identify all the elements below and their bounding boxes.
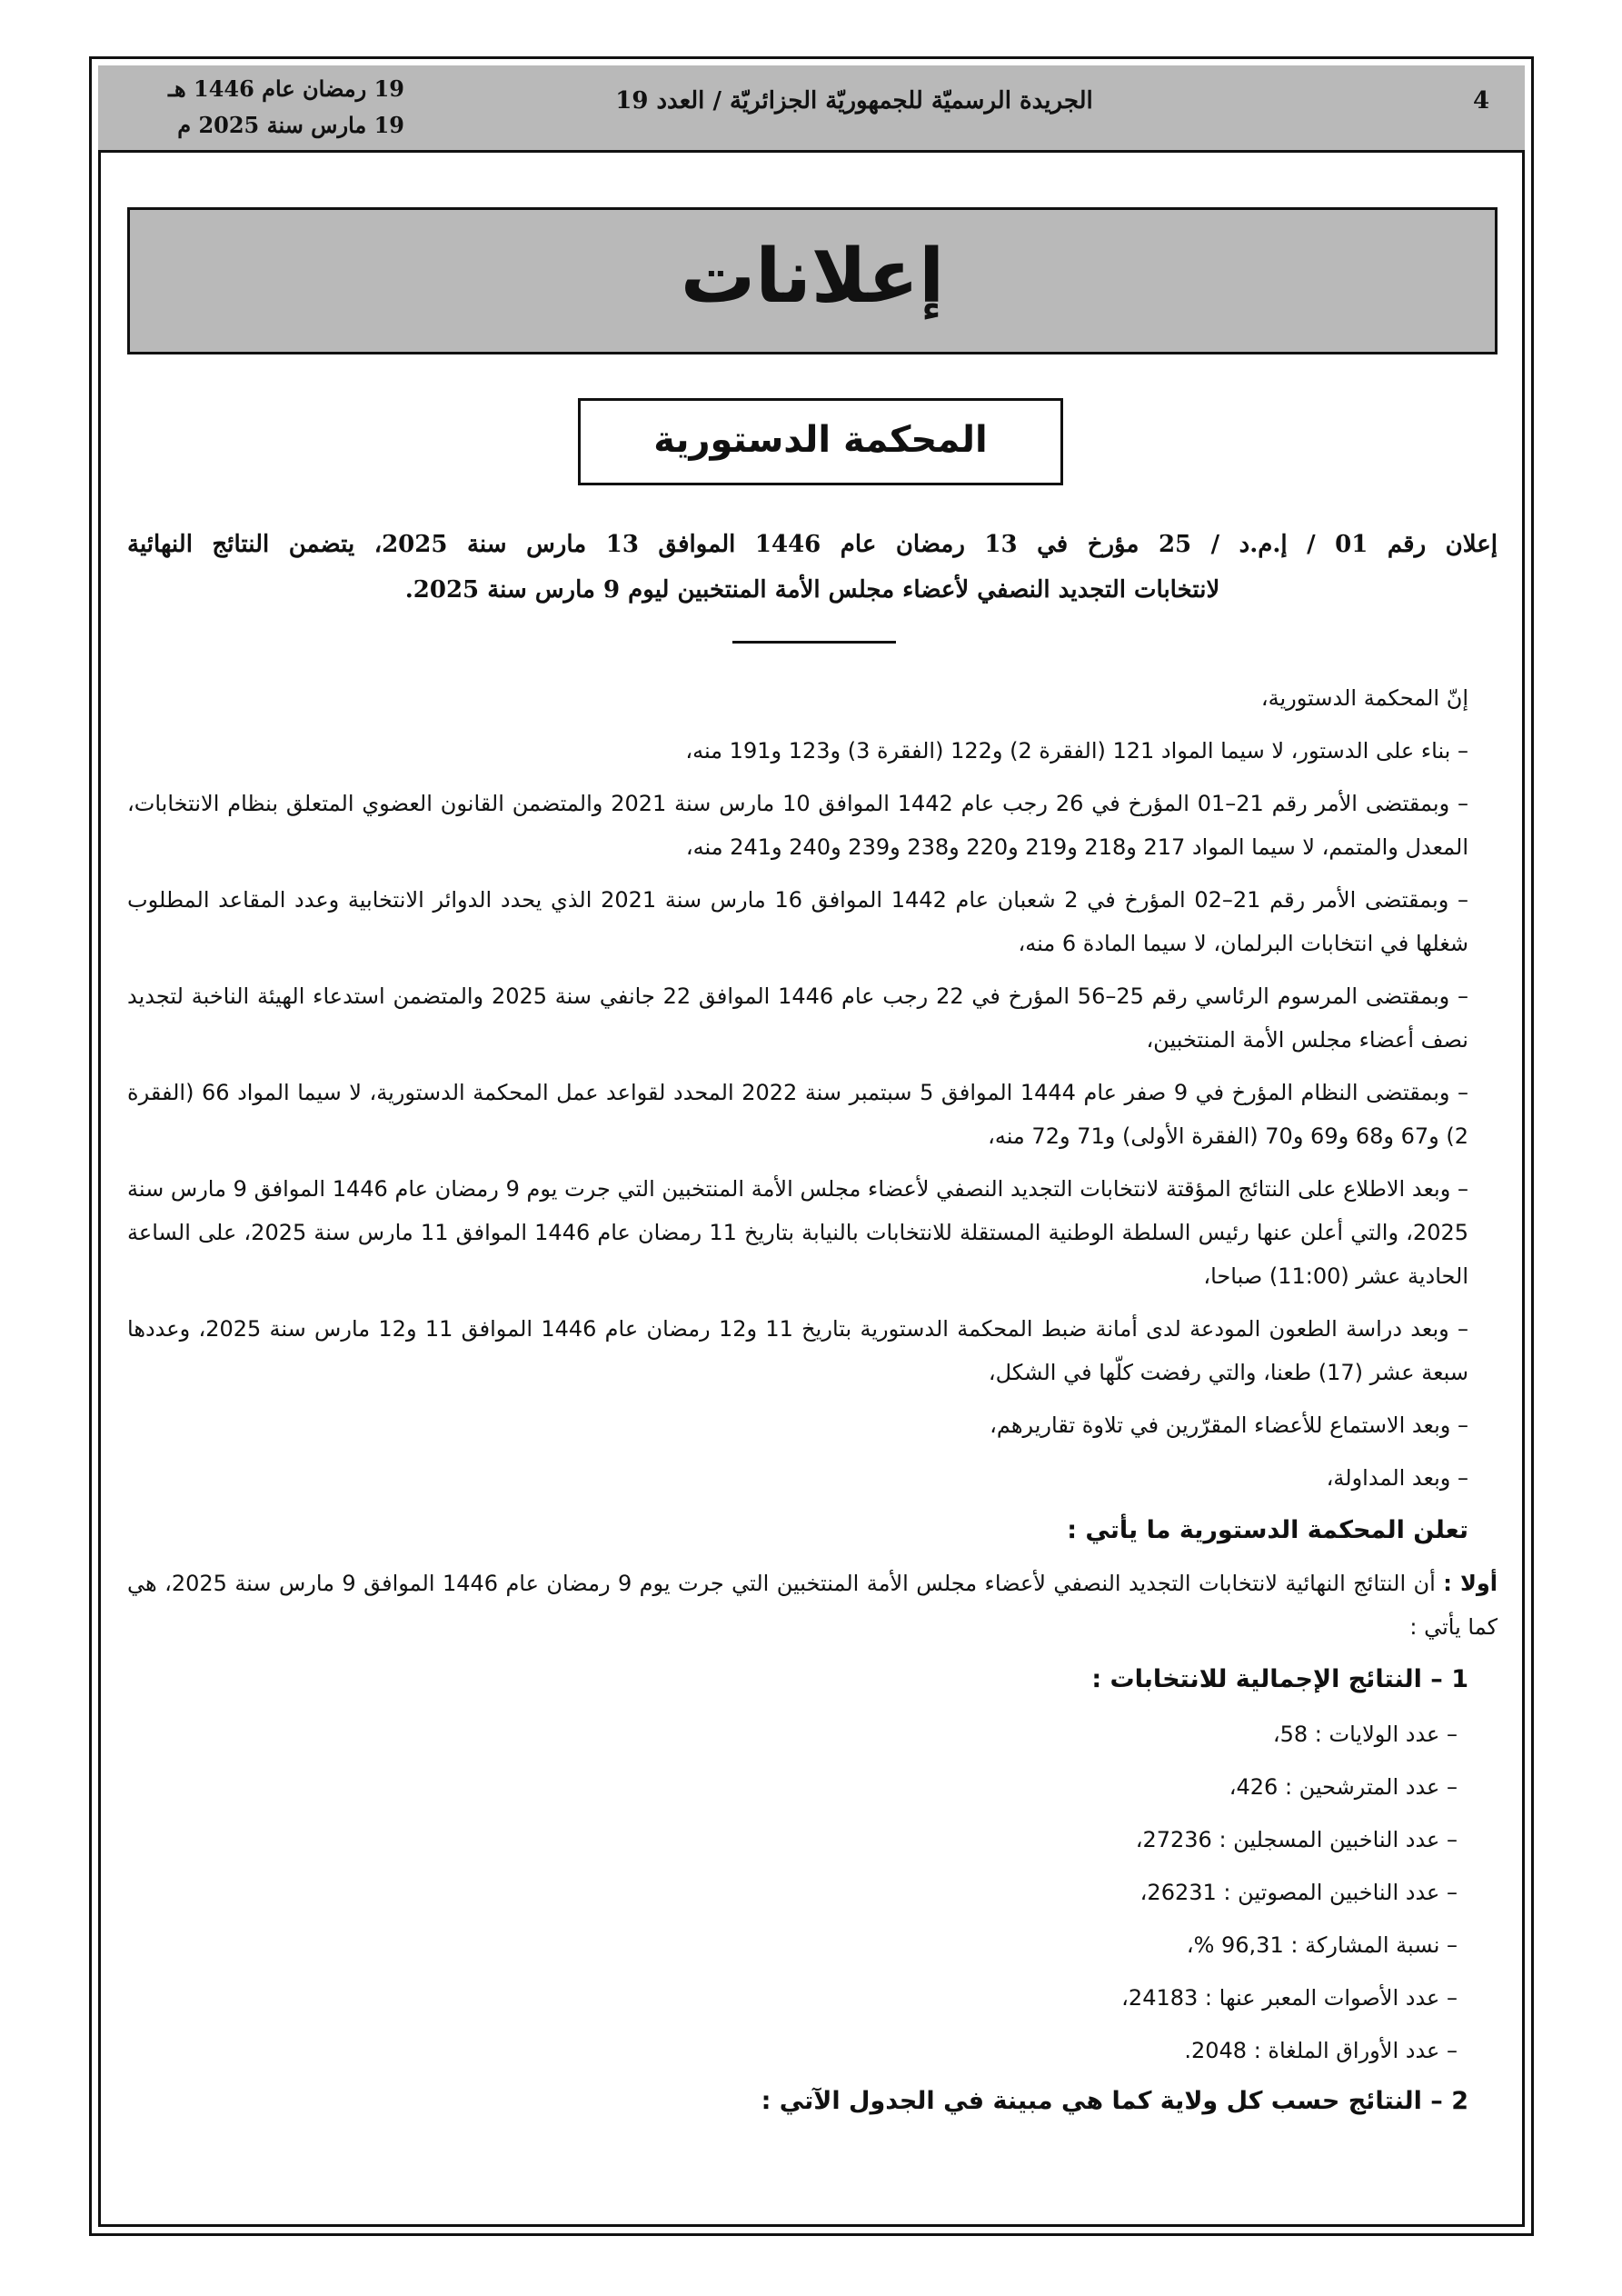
body-paragraph: – وبمقتضى الأمر رقم 21–01 المؤرخ في 26 رجب عام 1442 الموافق 10 مارس سنة 2021 والمتضمن القانون العضوي المتعلق بنظام الانتخابات، المعدل والمتمم، لا سيما المواد 217 و218 و219 و220 و238 و239 و240 و241 منه، (127, 791, 1469, 860)
result-item: – عدد الولايات : 58، (1272, 1722, 1458, 1747)
body-paragraph: – وبعد دراسة الطعون المودعة لدى أمانة ضبط المحكمة الدستورية بتاريخ 11 و12 رمضان عام 1446 الموافق 11 و12 مارس سنة 2025، وعددها سبعة عشر (17) طعنا، والتي رفضت كلّها في الشكل، (127, 1316, 1469, 1385)
body-paragraph: – وبعد الاطلاع على النتائج المؤقتة لانتخابات التجديد النصفي لأعضاء مجلس الأمة المنتخبين التي جرت يوم 9 رمضان عام 1446 الموافق 9 مارس سنة 2025، والتي أعلن عنها رئيس السلطة الوطنية المستقلة للانتخابات بالنيابة بتاريخ 11 رمضان عام 1446 الموافق 11 مارس سنة 2025، على الساعة الحادية عشر (11:00) صباحا، (127, 1176, 1469, 1289)
gazette-title: الجريدة الرسميّة للجمهوريّة الجزائريّة / العدد 19 (615, 87, 1093, 115)
announcement-body (127, 676, 1498, 2132)
announcement-heading-line1: إعلان رقم 01 / إ.م.د / 25 مؤرخ في 13 رمضان عام 1446 الموافق 13 مارس سنة 2025، يتضمن النتائج النهائية (127, 531, 1498, 558)
result-item: – نسبة المشاركة : 96,31 %، (1186, 1932, 1458, 1958)
result-item: – عدد الأصوات المعبر عنها : 24183، (1121, 1985, 1458, 2011)
gregorian-date: 19 مارس سنة 2025 م (177, 112, 404, 138)
page-number: 4 (1472, 87, 1490, 115)
result-item: – عدد المترشحين : 426، (1229, 1774, 1458, 1800)
issue-date-block (114, 71, 404, 144)
body-paragraph: – وبعد المداولة، (1326, 1465, 1468, 1491)
body-paragraph: – بناء على الدستور، لا سيما المواد 121 (الفقرة 2) و122 (الفقرة 3) و123 و191 منه، (685, 738, 1468, 764)
announcement-heading (127, 522, 1498, 613)
announcements-title: إعلانات (680, 234, 945, 320)
first-clause (127, 1562, 1498, 1649)
first-clause-text: أن النتائج النهائية لانتخابات التجديد النصفي لأعضاء مجلس الأمة المنتخبين التي جرت يوم 9 رمضان عام 1446 الموافق 9 مارس سنة 2025، هي كما يأتي : (127, 1571, 1498, 1640)
body-paragraph: – وبمقتضى الأمر رقم 21–02 المؤرخ في 2 شعبان عام 1442 الموافق 16 مارس سنة 2021 الذي يحدد الدوائر الانتخابية وعدد المقاعد المطلوب شغلها في انتخابات البرلمان، لا سيما المادة 6 منه، (127, 887, 1468, 956)
separator-rule (732, 641, 896, 644)
result-item: – عدد الناخبين المصوتين : 26231، (1139, 1880, 1458, 1905)
first-clause-lead: أولا : (1443, 1571, 1498, 1596)
body-paragraph: – وبمقتضى المرسوم الرئاسي رقم 25–56 المؤرخ في 22 رجب عام 1446 الموافق 22 جانفي سنة 2025 والمتضمن استدعاء الهيئة الناخبة لتجديد نصف أعضاء مجلس الأمة المنتخبين، (127, 983, 1469, 1053)
body-paragraph: – وبمقتضى النظام المؤرخ في 9 صفر عام 1444 الموافق 5 سبتمبر سنة 2022 المحدد لقواعد عمل المحكمة الدستورية، لا سيما المواد 66 (الفقرة 2) و67 و68 و69 و70 (الفقرة الأولى) و71 و72 منه، (127, 1080, 1469, 1149)
opening-line: إنّ المحكمة الدستورية، (1260, 685, 1468, 711)
section2-title: 2 – النتائج حسب كل ولاية كما هي مبينة في الجدول الآتي : (761, 2087, 1468, 2115)
body-paragraph: – وبعد الاستماع للأعضاء المقرّرين في تلاوة تقاريرهم، (990, 1413, 1468, 1438)
result-item: – عدد الناخبين المسجلين : 27236، (1135, 1827, 1458, 1852)
hijri-date: 19 رمضان عام 1446 هـ (167, 75, 404, 102)
section1-title: 1 – النتائج الإجمالية للانتخابات : (1091, 1665, 1468, 1693)
result-item: – عدد الأوراق الملغاة : 2048. (1184, 2038, 1458, 2063)
court-title: المحكمة الدستورية (653, 419, 988, 461)
announcement-heading-line2: لانتخابات التجديد النصفي لأعضاء مجلس الأمة المنتخبين ليوم 9 مارس سنة 2025. (404, 576, 1220, 604)
declaration-line: تعلن المحكمة الدستورية ما يأتي : (1067, 1516, 1468, 1544)
